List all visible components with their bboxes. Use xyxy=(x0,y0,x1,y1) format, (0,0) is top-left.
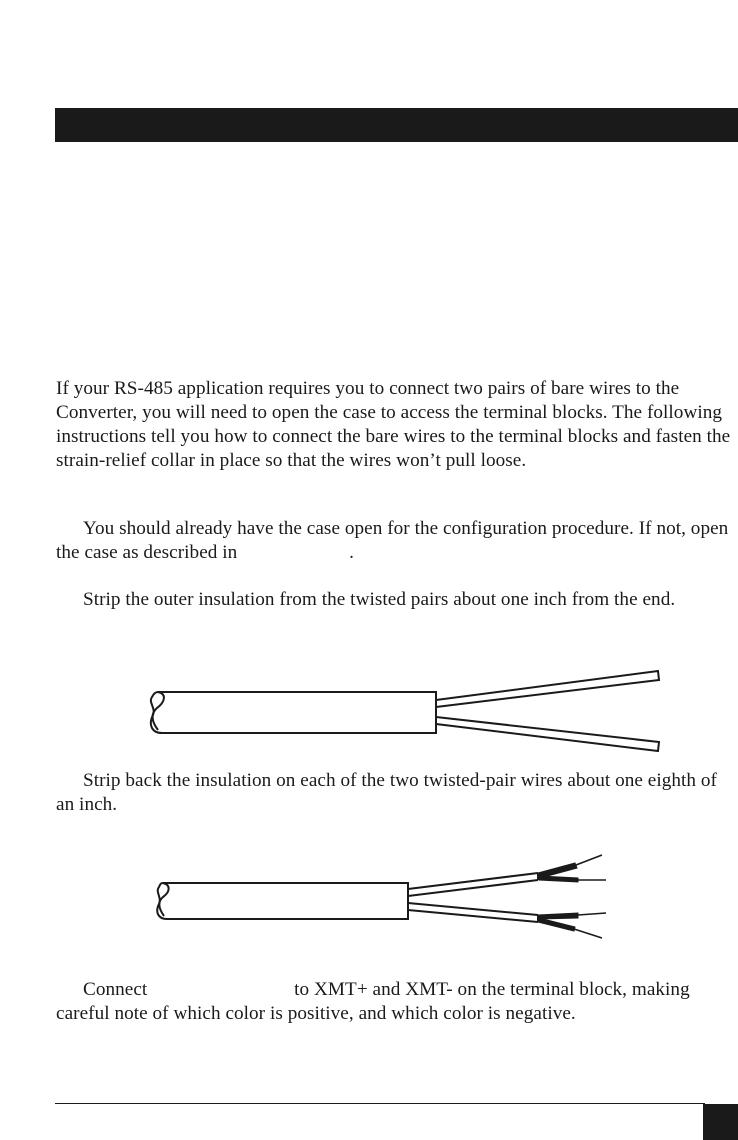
step-strip-wires-paragraph xyxy=(56,769,738,817)
step-strip-outer-text: Strip the outer insulation from the twisted pairs about one inch from the end. xyxy=(83,589,676,610)
step-strip-outer-paragraph xyxy=(56,588,738,612)
step-connect-text: Connect xyxy=(83,979,148,1000)
step-connect-continuation: to XMT+ and XMT- on the terminal block, making careful note of which color is positive, and which color is negative. xyxy=(56,979,690,1024)
wires-ends-stripped-illustration xyxy=(150,845,620,945)
section-header-bar xyxy=(55,108,738,142)
page-number-tab xyxy=(703,1104,738,1140)
step-open-case-paragraph xyxy=(56,517,738,565)
step-open-case-text: You should already have the case open for the configuration procedure. If not, open the case as described in xyxy=(56,518,729,563)
step-strip-wires-text: Strip back the insulation on each of the two twisted-pair wires about one eighth of an inch. xyxy=(56,770,717,815)
step-open-case-period: . xyxy=(349,542,354,563)
intro-paragraph: If your RS-485 application requires you to connect two pairs of bare wires to the Converter, you will need to open the case to access the terminal blocks. The following instructions tell you how to connect the bare wires to the terminal blocks and fasten the strain-relief collar in place so that the wires won’t pull loose. xyxy=(56,378,731,471)
footer-rule xyxy=(55,1103,705,1104)
cable-outer-stripped-illustration xyxy=(140,660,670,760)
step-connect-paragraph xyxy=(56,978,738,1026)
